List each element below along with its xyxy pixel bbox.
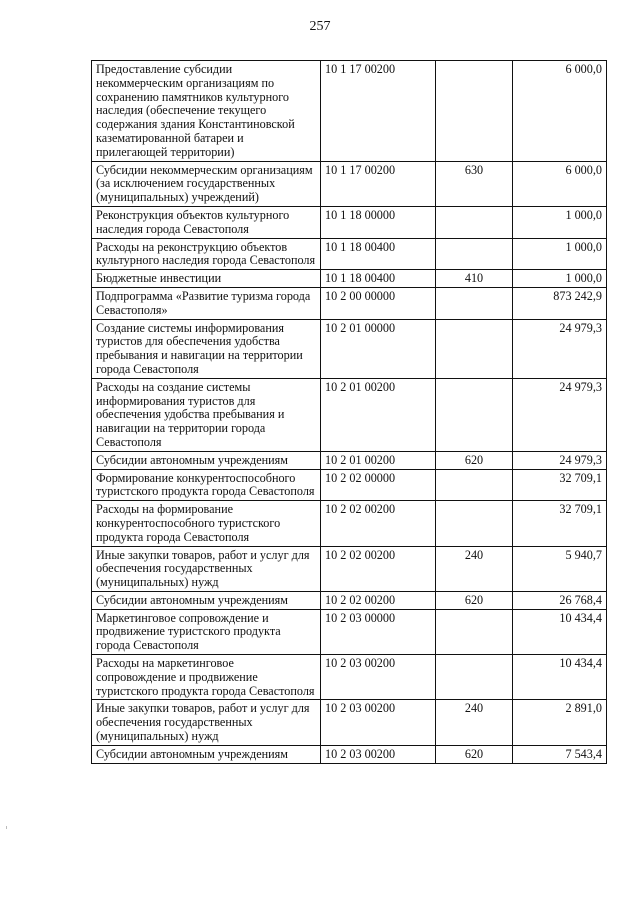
expense-type-cell [436, 319, 513, 378]
expense-type-cell: 620 [436, 745, 513, 763]
table-row [92, 655, 607, 700]
target-article-code-cell: 10 2 02 00200 [321, 591, 436, 609]
target-article-code-cell: 10 1 18 00000 [321, 206, 436, 238]
target-article-code-cell: 10 2 03 00000 [321, 609, 436, 654]
item-name-cell: Расходы на реконструкцию объектов культурного наследия города Севастополя [92, 238, 321, 270]
target-article-code-cell: 10 2 01 00200 [321, 378, 436, 451]
table-row [92, 319, 607, 378]
amount-cell: 1 000,0 [513, 238, 607, 270]
amount-cell: 24 979,3 [513, 451, 607, 469]
table-row [92, 61, 607, 162]
item-name-cell: Бюджетные инвестиции [92, 270, 321, 288]
table-row [92, 469, 607, 501]
table-row [92, 287, 607, 319]
target-article-code-cell: 10 2 03 00200 [321, 655, 436, 700]
item-name-cell: Субсидии автономным учреждениям [92, 591, 321, 609]
item-name-cell: Субсидии некоммерческим организациям (за исключением государственных (муниципальных) учреждений) [92, 161, 321, 206]
amount-cell: 10 434,4 [513, 655, 607, 700]
amount-cell: 1 000,0 [513, 206, 607, 238]
expense-type-cell: 620 [436, 591, 513, 609]
item-name-cell: Формирование конкурентоспособного туристского продукта города Севастополя [92, 469, 321, 501]
expense-type-cell [436, 287, 513, 319]
budget-table-body [92, 61, 607, 764]
item-name-cell: Расходы на маркетинговое сопровождение и продвижение туристского продукта города Севастополя [92, 655, 321, 700]
item-name-cell: Реконструкция объектов культурного наследия города Севастополя [92, 206, 321, 238]
target-article-code-cell: 10 2 02 00000 [321, 469, 436, 501]
amount-cell: 24 979,3 [513, 319, 607, 378]
item-name-cell: Иные закупки товаров, работ и услуг для обеспечения государственных (муниципальных) нужд [92, 546, 321, 591]
expense-type-cell: 240 [436, 546, 513, 591]
amount-cell: 2 891,0 [513, 700, 607, 745]
item-name-cell: Создание системы информирования туристов для обеспечения удобства пребывания и навигации на территории города Севастополя [92, 319, 321, 378]
target-article-code-cell: 10 2 03 00200 [321, 700, 436, 745]
expense-type-cell [436, 378, 513, 451]
table-row [92, 270, 607, 288]
table-row [92, 501, 607, 546]
target-article-code-cell: 10 2 02 00200 [321, 501, 436, 546]
expense-type-cell [436, 61, 513, 162]
amount-cell: 24 979,3 [513, 378, 607, 451]
table-row [92, 591, 607, 609]
item-name-cell: Субсидии автономным учреждениям [92, 451, 321, 469]
table-row [92, 378, 607, 451]
expense-type-cell [436, 469, 513, 501]
item-name-cell: Подпрограмма «Развитие туризма города Севастополя» [92, 287, 321, 319]
page-number: 257 [309, 19, 331, 34]
item-name-cell: Субсидии автономным учреждениям [92, 745, 321, 763]
target-article-code-cell: 10 1 18 00400 [321, 238, 436, 270]
amount-cell: 1 000,0 [513, 270, 607, 288]
target-article-code-cell: 10 2 01 00200 [321, 451, 436, 469]
target-article-code-cell: 10 2 00 00000 [321, 287, 436, 319]
item-name-cell: Маркетинговое сопровождение и продвижение туристского продукта города Севастополя [92, 609, 321, 654]
table-row [92, 161, 607, 206]
expense-type-cell [436, 655, 513, 700]
expense-type-cell: 620 [436, 451, 513, 469]
table-row [92, 206, 607, 238]
item-name-cell: Расходы на создание системы информирования туристов для обеспечения удобства пребывания и навигации на территории города Севастополя [92, 378, 321, 451]
amount-cell: 7 543,4 [513, 745, 607, 763]
target-article-code-cell: 10 1 18 00400 [321, 270, 436, 288]
amount-cell: 6 000,0 [513, 161, 607, 206]
item-name-cell: Иные закупки товаров, работ и услуг для обеспечения государственных (муниципальных) нужд [92, 700, 321, 745]
table-row [92, 451, 607, 469]
expense-type-cell [436, 238, 513, 270]
table-row [92, 609, 607, 654]
scan-speck [6, 826, 7, 829]
budget-table [91, 60, 607, 764]
amount-cell: 32 709,1 [513, 501, 607, 546]
target-article-code-cell: 10 2 03 00200 [321, 745, 436, 763]
target-article-code-cell: 10 1 17 00200 [321, 161, 436, 206]
amount-cell: 10 434,4 [513, 609, 607, 654]
expense-type-cell [436, 609, 513, 654]
item-name-cell: Предоставление субсидии некоммерческим организациям по сохранению памятников культурного наследия (обеспечение текущего содержания здания Константиновской казематированной батареи и прилегающей территории) [92, 61, 321, 162]
expense-type-cell: 240 [436, 700, 513, 745]
target-article-code-cell: 10 1 17 00200 [321, 61, 436, 162]
expense-type-cell: 630 [436, 161, 513, 206]
target-article-code-cell: 10 2 02 00200 [321, 546, 436, 591]
amount-cell: 32 709,1 [513, 469, 607, 501]
amount-cell: 5 940,7 [513, 546, 607, 591]
table-row [92, 546, 607, 591]
target-article-code-cell: 10 2 01 00000 [321, 319, 436, 378]
table-row [92, 700, 607, 745]
expense-type-cell [436, 206, 513, 238]
table-row [92, 745, 607, 763]
amount-cell: 26 768,4 [513, 591, 607, 609]
amount-cell: 873 242,9 [513, 287, 607, 319]
amount-cell: 6 000,0 [513, 61, 607, 162]
item-name-cell: Расходы на формирование конкурентоспособного туристского продукта города Севастополя [92, 501, 321, 546]
expense-type-cell [436, 501, 513, 546]
table-row [92, 238, 607, 270]
expense-type-cell: 410 [436, 270, 513, 288]
